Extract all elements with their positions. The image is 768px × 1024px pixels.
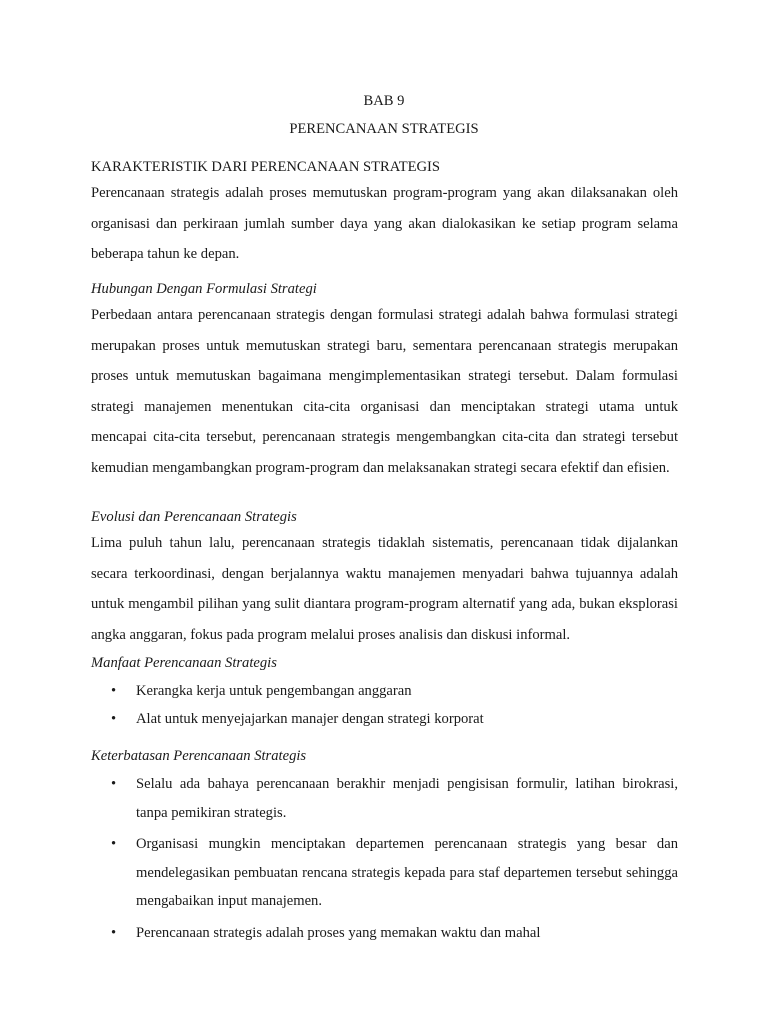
list-item-text: Perencanaan strategis adalah proses yang memakan waktu dan mahal bbox=[136, 924, 541, 941]
section-heading-evolusi: Evolusi dan Perencanaan Strategis bbox=[91, 509, 297, 525]
list-item bbox=[91, 770, 678, 827]
bullet-icon: • bbox=[111, 683, 117, 699]
manfaat-list bbox=[91, 677, 678, 733]
list-item bbox=[91, 919, 678, 948]
chapter-title: PERENCANAAN STRATEGIS bbox=[289, 121, 479, 137]
list-item bbox=[91, 705, 678, 733]
bullet-icon: • bbox=[111, 924, 117, 941]
list-item-text: Kerangka kerja untuk pengembangan anggaran bbox=[136, 683, 412, 699]
section-paragraph-hubungan: Perbedaan antara perencanaan strategis dengan formulasi strategi adalah bahwa formulasi strategi merupakan proses untuk memutuskan strategi baru, sementara perencanaan strategis merupakan proses untuk memutuskan bagaimana mengimplementasikan strategi tersebut. Dalam formulasi strategi manajemen menentukan cita-cita organisasi dan menciptakan strategi utama untuk mencapai cita-cita tersebut, perencanaan strategis mengembangkan cita-cita dan strategi tersebut kemudian mengambangkan program-program dan melaksanakan strategi secara efektif dan efisien. bbox=[91, 307, 678, 476]
list-item-text: Organisasi mungkin menciptakan departemen perencanaan strategis yang besar dan mendelegasikan pembuatan rencana strategis kepada para staf departemen tersebut sehingga mengabaikan input manajemen. bbox=[136, 836, 678, 909]
bullet-icon: • bbox=[111, 776, 117, 792]
chapter-number: BAB 9 bbox=[363, 93, 405, 109]
list-item-text: Alat untuk menyejajarkan manajer dengan strategi korporat bbox=[136, 711, 484, 727]
list-item-text: Selalu ada bahaya perencanaan berakhir menjadi pengisisan formulir, latihan birokrasi, tanpa pemikiran strategis. bbox=[136, 776, 678, 821]
bullet-icon: • bbox=[111, 836, 117, 852]
section-paragraph-evolusi: Lima puluh tahun lalu, perencanaan strategis tidaklah sistematis, perencanaan tidak dijalankan secara terkoordinasi, dengan berjalannya waktu manajemen menyadari bahwa tujuannya adalah untuk mengambil pilihan yang sulit diantara program-program alternatif yang ada, bukan eksplorasi angka anggaran, fokus pada program melalui proses analisis dan diskusi informal. bbox=[91, 535, 678, 643]
keterbatasan-list bbox=[91, 770, 678, 950]
bullet-icon: • bbox=[111, 711, 117, 727]
list-item bbox=[91, 677, 678, 705]
section-heading-karakteristik: KARAKTERISTIK DARI PERENCANAAN STRATEGIS bbox=[91, 159, 441, 175]
section-heading-hubungan: Hubungan Dengan Formulasi Strategi bbox=[91, 281, 317, 297]
section-heading-manfaat: Manfaat Perencanaan Strategis bbox=[91, 655, 277, 671]
section-heading-keterbatasan: Keterbatasan Perencanaan Strategis bbox=[91, 748, 307, 764]
list-item bbox=[91, 830, 678, 916]
section-paragraph-karakteristik: Perencanaan strategis adalah proses memutuskan program-program yang akan dilaksanakan oleh organisasi dan perkiraan jumlah sumber daya yang akan dialokasikan ke setiap program selama beberapa tahun ke depan. bbox=[91, 185, 678, 263]
